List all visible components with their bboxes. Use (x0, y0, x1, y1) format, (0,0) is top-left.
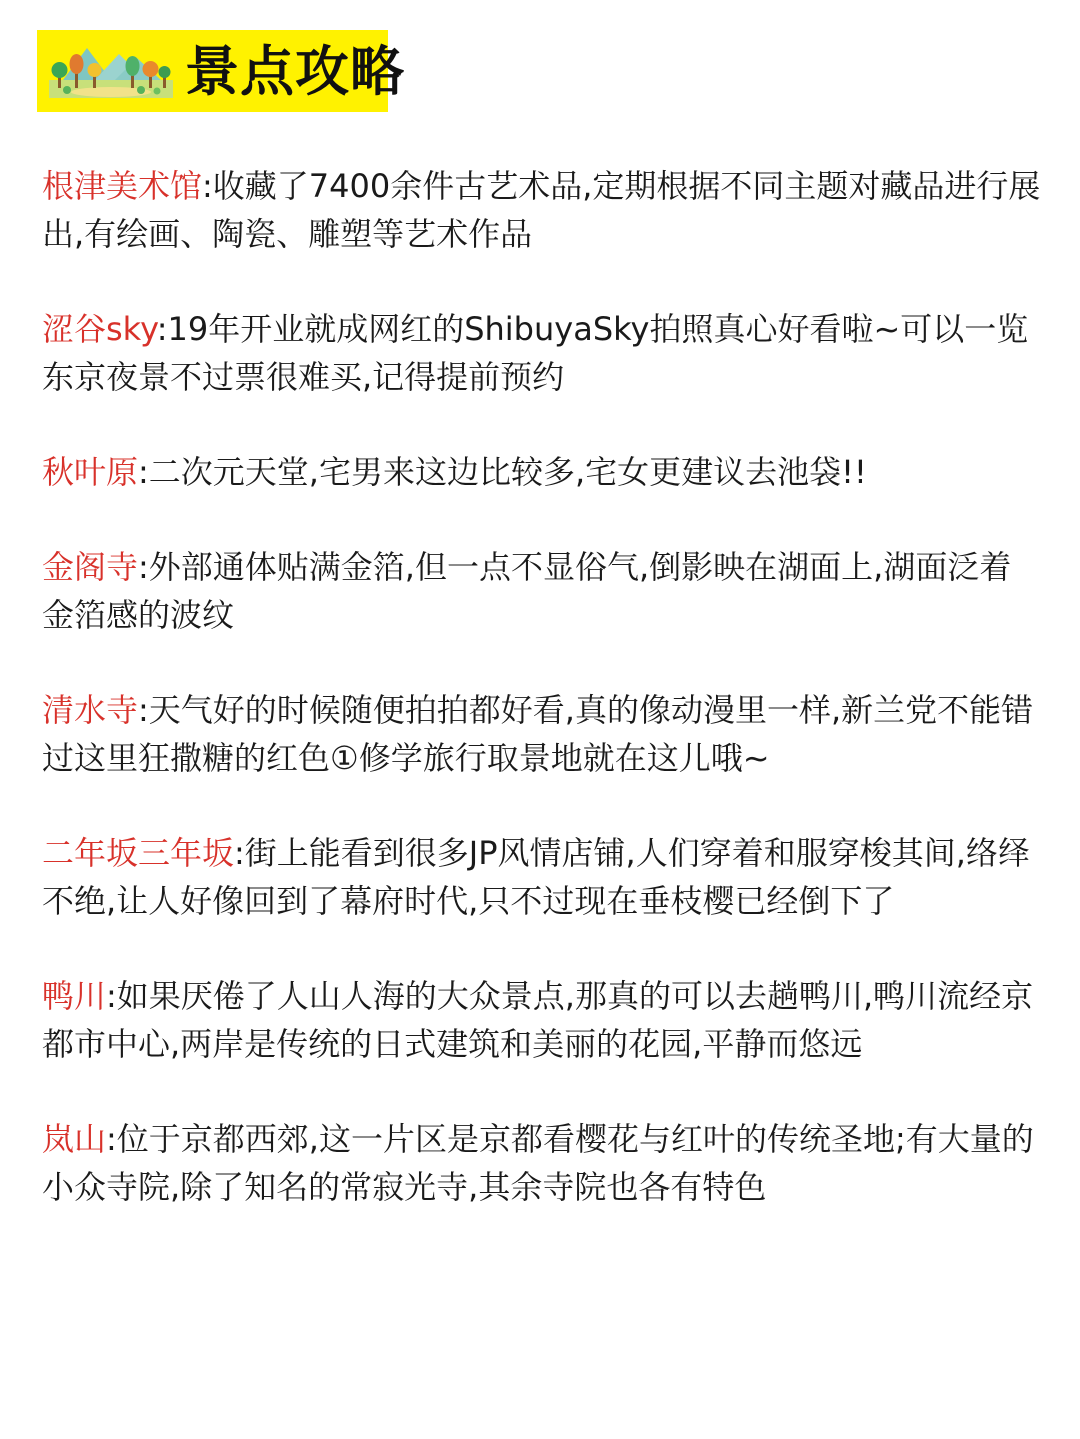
attraction-name: 岚山 (42, 1120, 107, 1158)
attraction-description: :二次元天堂,宅男来这边比较多,宅女更建议去池袋!! (138, 453, 867, 491)
attraction-list (42, 162, 1042, 1258)
attraction-description: :天气好的时候随便拍拍都好看,真的像动漫里一样,新兰党不能错过这里狂撒糖的红色①修学旅行取景地就在这儿哦~ (42, 691, 1034, 777)
list-item (42, 162, 1042, 258)
list-item (42, 305, 1042, 401)
park-trees-icon (45, 40, 177, 104)
list-item (42, 1115, 1042, 1211)
list-item (42, 972, 1042, 1068)
attraction-name: 涩谷sky (42, 310, 157, 348)
attraction-description: :外部通体贴满金箔,但一点不显俗气,倒影映在湖面上,湖面泛着金箔感的波纹 (42, 548, 1012, 634)
attraction-description: :街上能看到很多JP风情店铺,人们穿着和服穿梭其间,络绎不绝,让人好像回到了幕府时代,只不过现在垂枝樱已经倒下了 (42, 834, 1030, 920)
list-item (42, 543, 1042, 639)
attraction-description: :收藏了7400余件古艺术品,定期根据不同主题对藏品进行展出,有绘画、陶瓷、雕塑等艺术作品 (42, 167, 1041, 253)
list-item (42, 448, 1042, 496)
attraction-description: :如果厌倦了人山人海的大众景点,那真的可以去趟鸭川,鸭川流经京都市中心,两岸是传统的日式建筑和美丽的花园,平静而悠远 (42, 977, 1034, 1063)
attraction-name: 根津美术馆 (42, 167, 203, 205)
attraction-description: :19年开业就成网红的ShibuyaSky拍照真心好看啦~可以一览东京夜景不过票很难买,记得提前预约 (42, 310, 1029, 396)
attraction-name: 金阁寺 (42, 548, 139, 586)
attraction-name: 秋叶原 (42, 453, 139, 491)
page-title: 景点攻略 (185, 40, 405, 103)
attraction-name: 鸭川 (42, 977, 107, 1015)
attraction-name: 清水寺 (42, 691, 139, 729)
list-item (42, 829, 1042, 925)
attraction-name: 二年坂三年坂 (42, 834, 235, 872)
title-banner (37, 30, 405, 112)
list-item (42, 686, 1042, 782)
attraction-description: :位于京都西郊,这一片区是京都看樱花与红叶的传统圣地;有大量的小众寺院,除了知名的常寂光寺,其余寺院也各有特色 (42, 1120, 1034, 1206)
